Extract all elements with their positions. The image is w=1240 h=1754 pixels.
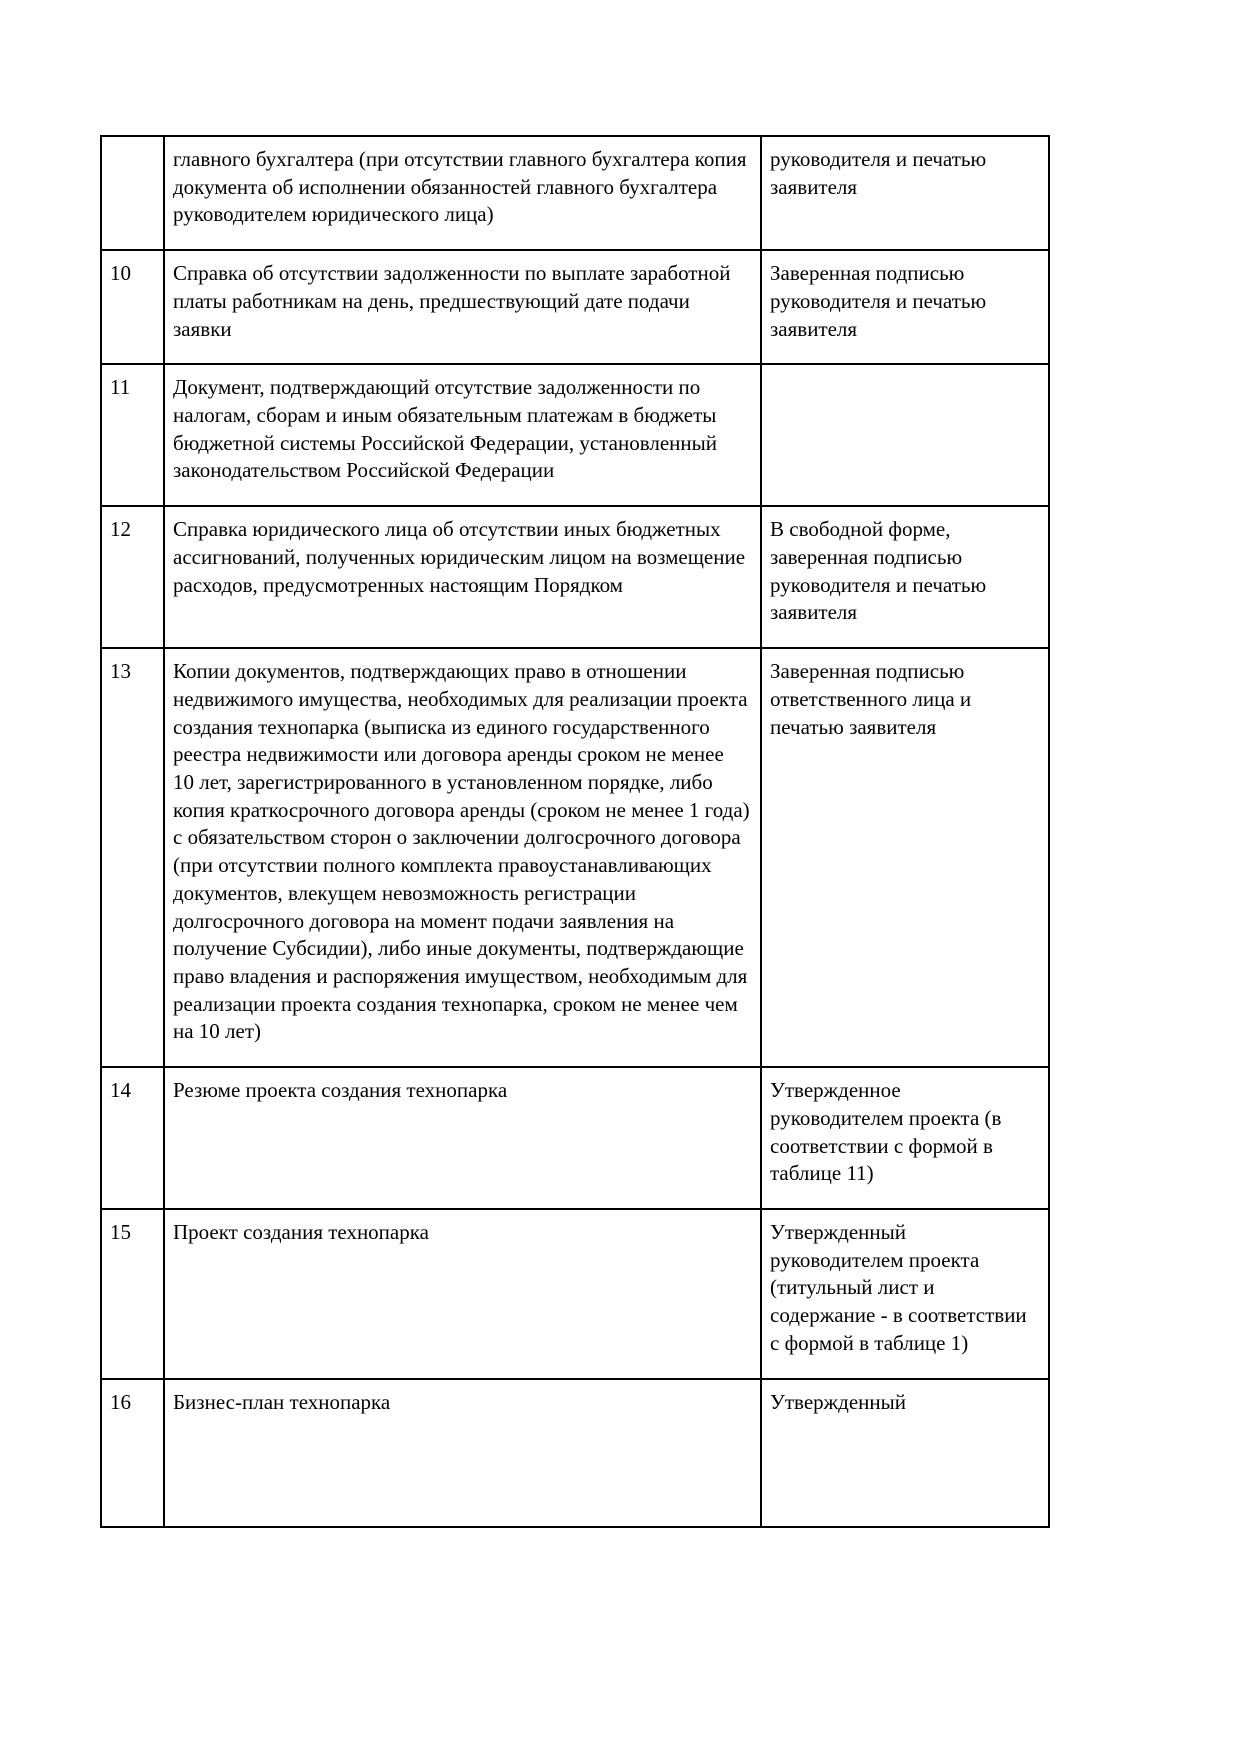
row-number-cell: 14 <box>101 1067 164 1209</box>
requirement-cell: Заверенная подписью руководителя и печатью заявителя <box>761 250 1049 364</box>
row-number-cell: 13 <box>101 648 164 1067</box>
table-row <box>101 250 1049 364</box>
table-row <box>101 136 1049 250</box>
row-number-cell: 12 <box>101 506 164 648</box>
table-row <box>101 1067 1049 1209</box>
requirement-cell: Утвержденный <box>761 1379 1049 1527</box>
requirement-cell: Утвержденный руководителем проекта (титульный лист и содержание - в соответствии с формой в таблице 1) <box>761 1209 1049 1379</box>
document-description-cell: Справка юридического лица об отсутствии иных бюджетных ассигнований, полученных юридическим лицом на возмещение расходов, предусмотренных настоящим Порядком <box>164 506 761 648</box>
requirement-cell: В свободной форме, заверенная подписью руководителя и печатью заявителя <box>761 506 1049 648</box>
document-description-cell: Справка об отсутствии задолженности по выплате заработной платы работникам на день, предшествующий дате подачи заявки <box>164 250 761 364</box>
requirement-cell <box>761 364 1049 506</box>
requirement-cell: руководителя и печатью заявителя <box>761 136 1049 250</box>
table-row <box>101 1209 1049 1379</box>
document-description-cell: Документ, подтверждающий отсутствие задолженности по налогам, сборам и иным обязательным платежам в бюджеты бюджетной системы Российской Федерации, установленный законодательством Российской Федерации <box>164 364 761 506</box>
document-description-cell: Резюме проекта создания технопарка <box>164 1067 761 1209</box>
document-description-cell: главного бухгалтера (при отсутствии главного бухгалтера копия документа об исполнении обязанностей главного бухгалтера руководителем юридического лица) <box>164 136 761 250</box>
table-row <box>101 364 1049 506</box>
table-row <box>101 506 1049 648</box>
documents-table <box>100 135 1050 1528</box>
row-number-cell: 16 <box>101 1379 164 1527</box>
row-number-cell: 11 <box>101 364 164 506</box>
table-row <box>101 1379 1049 1527</box>
row-number-cell: 10 <box>101 250 164 364</box>
documents-table-body <box>101 136 1049 1527</box>
row-number-cell: 15 <box>101 1209 164 1379</box>
document-description-cell: Проект создания технопарка <box>164 1209 761 1379</box>
row-number-cell <box>101 136 164 250</box>
requirement-cell: Заверенная подписью ответственного лица и печатью заявителя <box>761 648 1049 1067</box>
document-description-cell: Бизнес-план технопарка <box>164 1379 761 1527</box>
requirement-cell: Утвержденное руководителем проекта (в соответствии с формой в таблице 11) <box>761 1067 1049 1209</box>
document-description-cell: Копии документов, подтверждающих право в отношении недвижимого имущества, необходимых для реализации проекта создания технопарка (выписка из единого государственного реестра недвижимости или договора аренды сроком не менее 10 лет, зарегистрированного в установленном порядке, либо копия краткосрочного договора аренды (сроком не менее 1 года) с обязательством сторон о заключении долгосрочного договора (при отсутствии полного комплекта правоустанавливающих документов, влекущем невозможность регистрации долгосрочного договора на момент подачи заявления на получение Субсидии), либо иные документы, подтверждающие право владения и распоряжения имуществом, необходимым для реализации проекта создания технопарка, сроком не менее чем на 10 лет) <box>164 648 761 1067</box>
table-row <box>101 648 1049 1067</box>
